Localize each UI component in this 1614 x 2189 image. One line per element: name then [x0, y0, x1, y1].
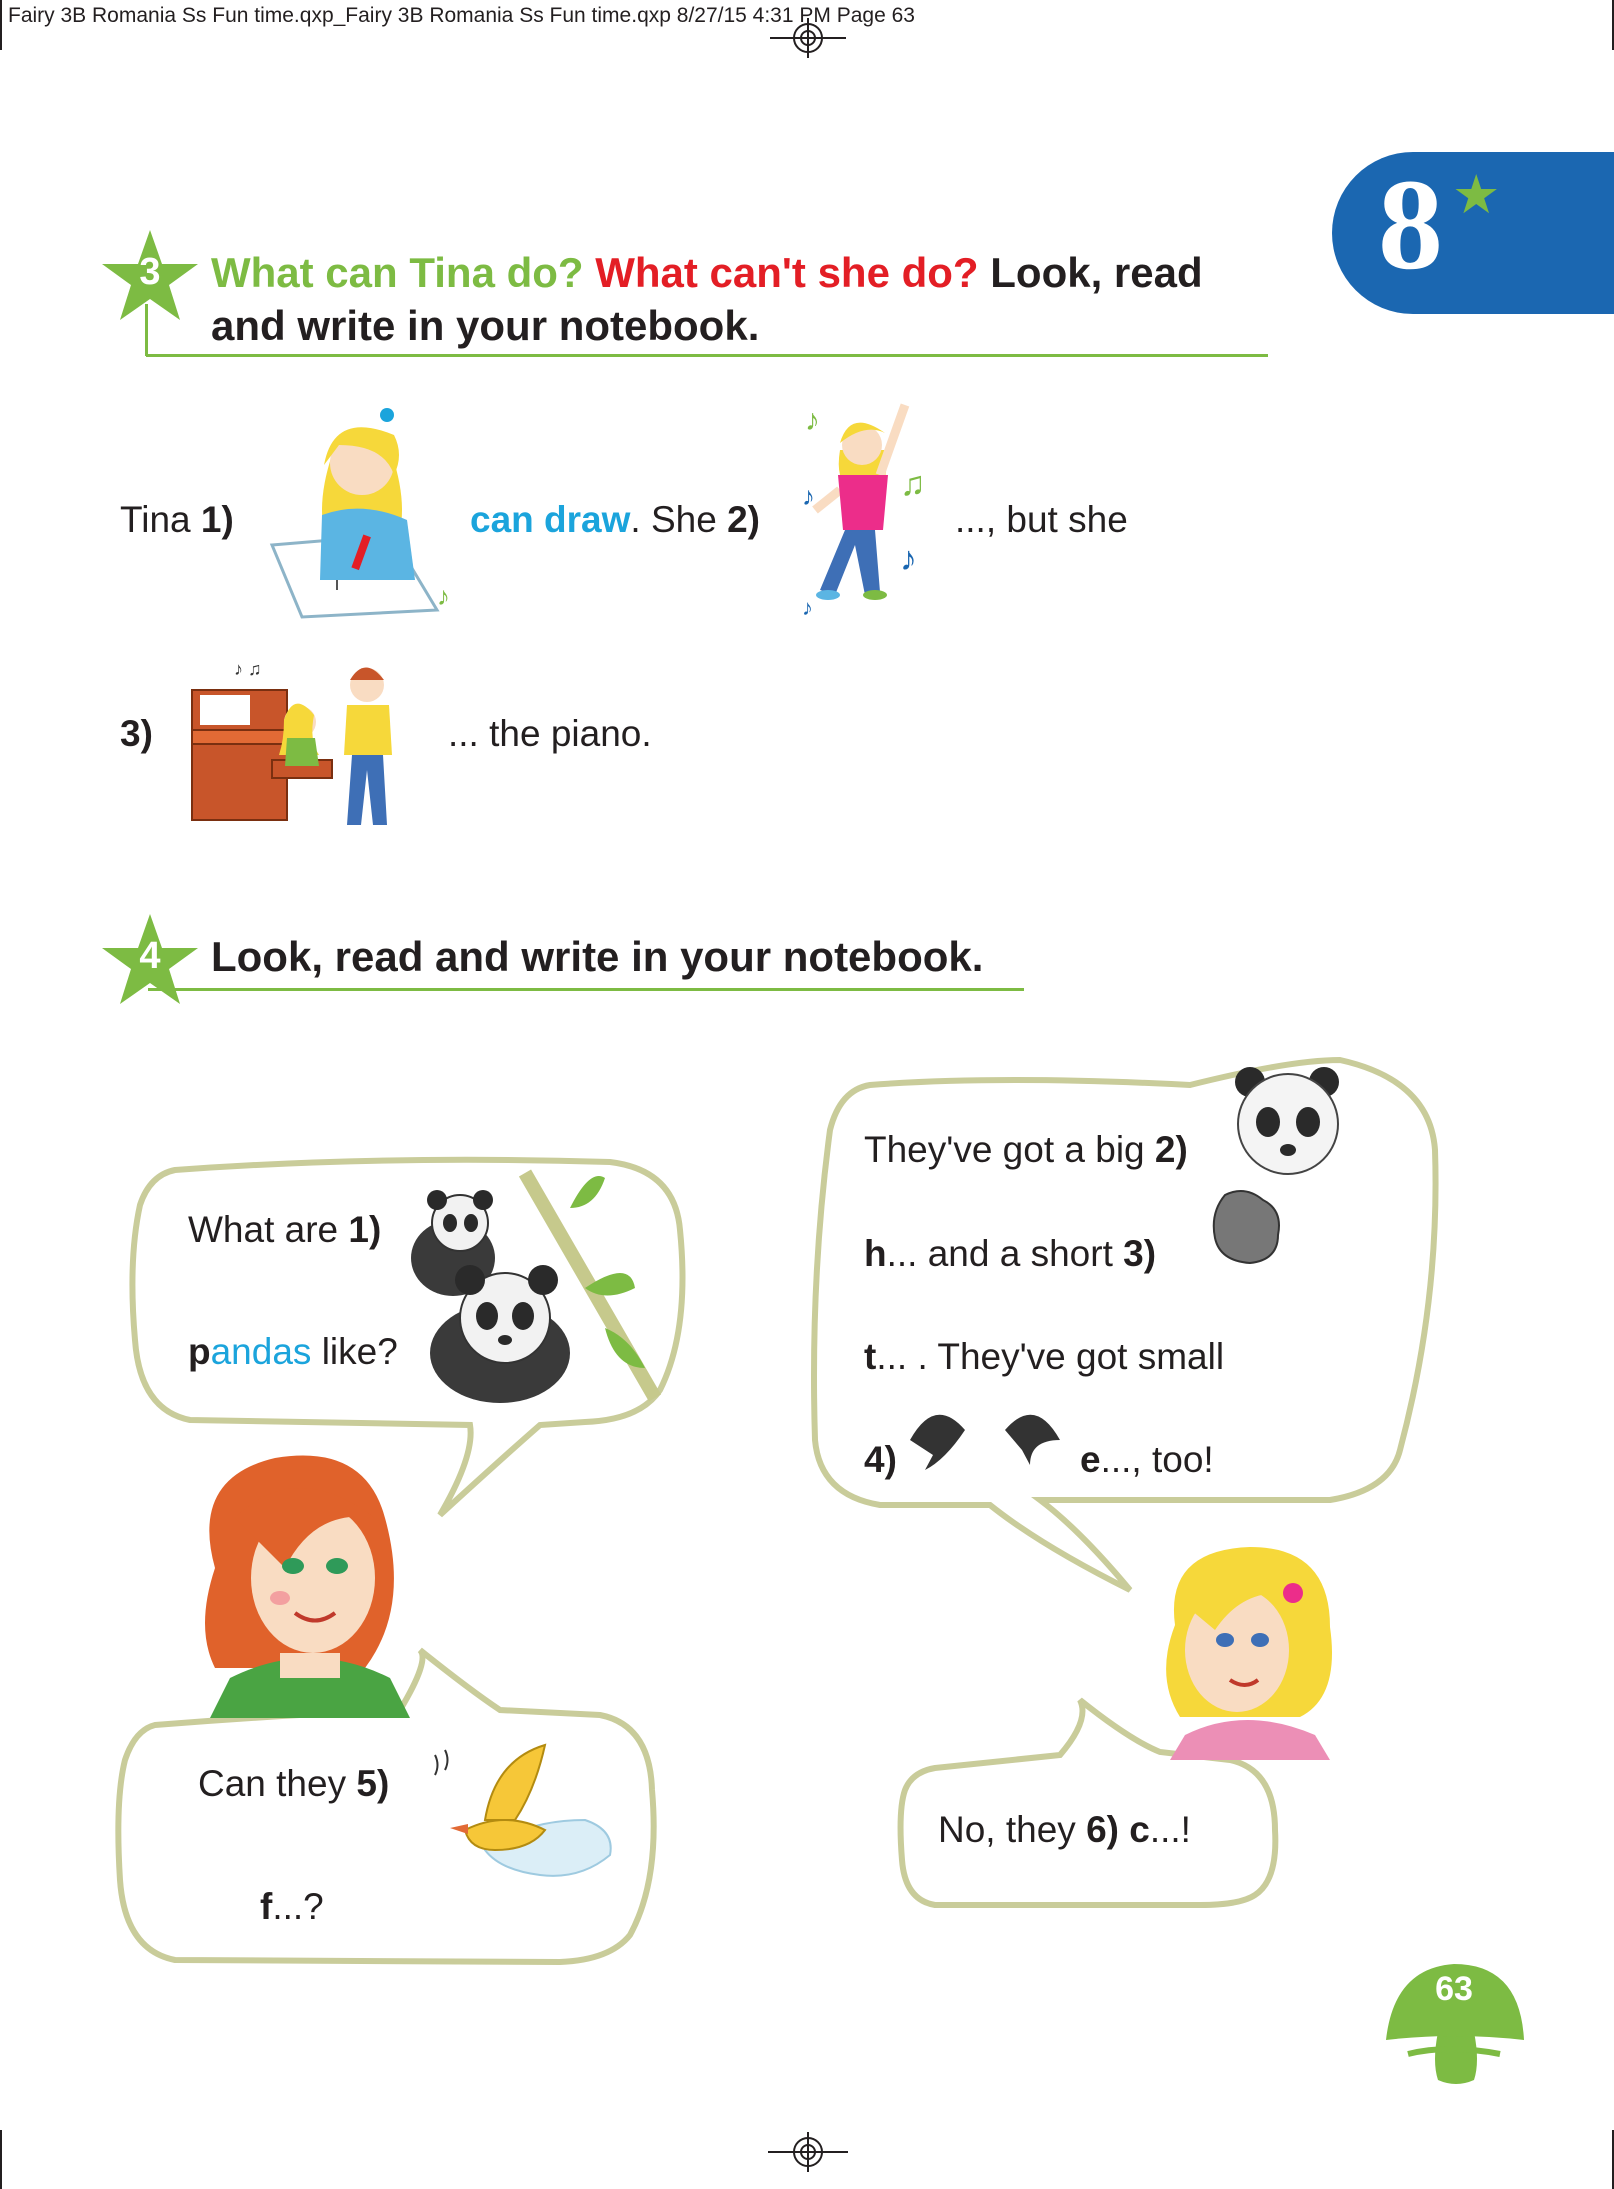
svg-text:♪ ♫: ♪ ♫ [234, 659, 262, 679]
sentence-1-middle: can draw. She 2) [470, 499, 760, 540]
sentence-2-number: 3) [120, 713, 153, 754]
exercise-4-title: Look, read and write in your notebook. [211, 933, 984, 980]
bubble-4-line-1: No, they 6) c...! [938, 1809, 1191, 1850]
svg-text:♫: ♫ [900, 465, 926, 503]
sentence-1-end: ..., but she [955, 499, 1128, 540]
title-question-cant: What can't she do? [595, 249, 979, 296]
sentence-2-rest: ... the piano. [448, 713, 652, 754]
example-answer: andas [210, 1331, 312, 1372]
pandas-bamboo-illustration [405, 1168, 665, 1408]
unit-number: 8 [1378, 153, 1443, 297]
red-haired-girl-illustration [185, 1448, 415, 1718]
bubble-2-line-2: h... and a short 3) [864, 1233, 1157, 1274]
page-number: 63 [1435, 1970, 1473, 2008]
svg-text:♪: ♪ [437, 581, 450, 611]
bubble-2-line-1: They've got a big 2) [864, 1129, 1188, 1170]
svg-text:♪: ♪ [802, 481, 815, 511]
blonde-girl-illustration [1165, 1545, 1335, 1760]
svg-text:♪: ♪ [802, 595, 813, 620]
panda-tail-icon [1210, 1185, 1285, 1265]
exercise-3-title-line-2: and write in your notebook. [211, 302, 760, 349]
unit-star-icon: ★ [1452, 165, 1501, 225]
bubble-1-line-1: What are 1) [188, 1209, 382, 1250]
example-answer: can draw [470, 499, 631, 540]
title-instruction: Look, read [990, 249, 1203, 296]
svg-text:♪: ♪ [900, 540, 917, 578]
exercise-3-number: 3 [139, 251, 161, 293]
panda-ears-icon [905, 1400, 1065, 1480]
bubble-3-line-1: Can they 5) [198, 1763, 390, 1804]
sentence-1-start: Tina 1) [120, 499, 234, 540]
flying-bird-illustration [425, 1740, 615, 1890]
bubble-2-line-3: t... . They've got small [864, 1336, 1225, 1377]
bubble-3-line-2: f...? [260, 1886, 324, 1927]
print-slug: Fairy 3B Romania Ss Fun time.qxp_Fairy 3B Romania Ss Fun time.qxp 8/27/15 4:31 PM Page 63 [8, 4, 915, 27]
bubble-2-line-4-end: e..., too! [1080, 1439, 1214, 1480]
panda-head-icon [1228, 1062, 1348, 1182]
bubble-2-line-4-number: 4) [864, 1439, 897, 1480]
bubble-1-line-2: pandas like? [188, 1331, 398, 1372]
title-question-can: What can Tina do? [211, 249, 584, 296]
svg-text:♪: ♪ [805, 404, 820, 437]
exercise-4-number: 4 [139, 935, 161, 977]
